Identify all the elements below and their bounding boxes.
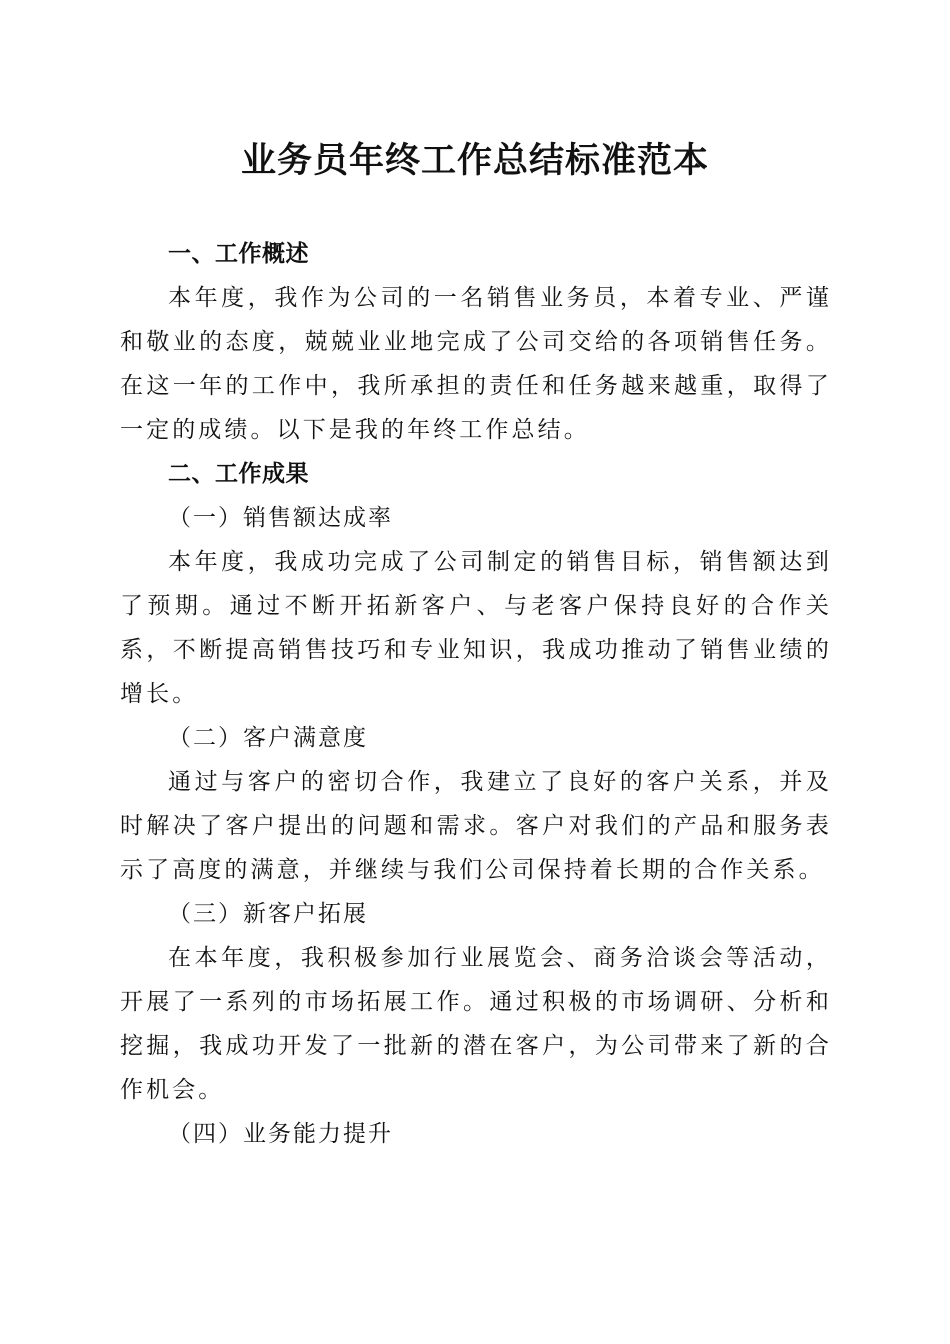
section-heading-overview: 一、工作概述	[168, 241, 309, 267]
subheading-new-clients: （三）新客户拓展	[168, 901, 368, 927]
section-heading-results: 二、工作成果	[168, 461, 309, 487]
subheading-business-ability: （四）业务能力提升	[168, 1121, 393, 1147]
paragraph-overview: 本年度，我作为公司的一名销售业务员，本着专业、严谨和敬业的态度，兢兢业业地完成了公司交给的各项销售任务。在这一年的工作中，我所承担的责任和任务越来越重，取得了一定的成绩。以下是我的年终工作总结。	[120, 285, 832, 443]
subheading-customer-satisfaction: （二）客户满意度	[168, 725, 368, 751]
document-title: 业务员年终工作总结标准范本	[240, 140, 709, 181]
paragraph-new-clients: 在本年度，我积极参加行业展览会、商务洽谈会等活动，开展了一系列的市场拓展工作。通过积极的市场调研、分析和挖掘，我成功开发了一批新的潜在客户，为公司带来了新的合作机会。	[120, 945, 832, 1103]
paragraph-sales-rate: 本年度，我成功完成了公司制定的销售目标，销售额达到了预期。通过不断开拓新客户、与老客户保持良好的合作关系，不断提高销售技巧和专业知识，我成功推动了销售业绩的增长。	[120, 549, 832, 707]
paragraph-customer-satisfaction: 通过与客户的密切合作，我建立了良好的客户关系，并及时解决了客户提出的问题和需求。客户对我们的产品和服务表示了高度的满意，并继续与我们公司保持着长期的合作关系。	[120, 769, 832, 883]
subheading-sales-rate: （一）销售额达成率	[168, 505, 393, 531]
document-body	[120, 232, 832, 1156]
